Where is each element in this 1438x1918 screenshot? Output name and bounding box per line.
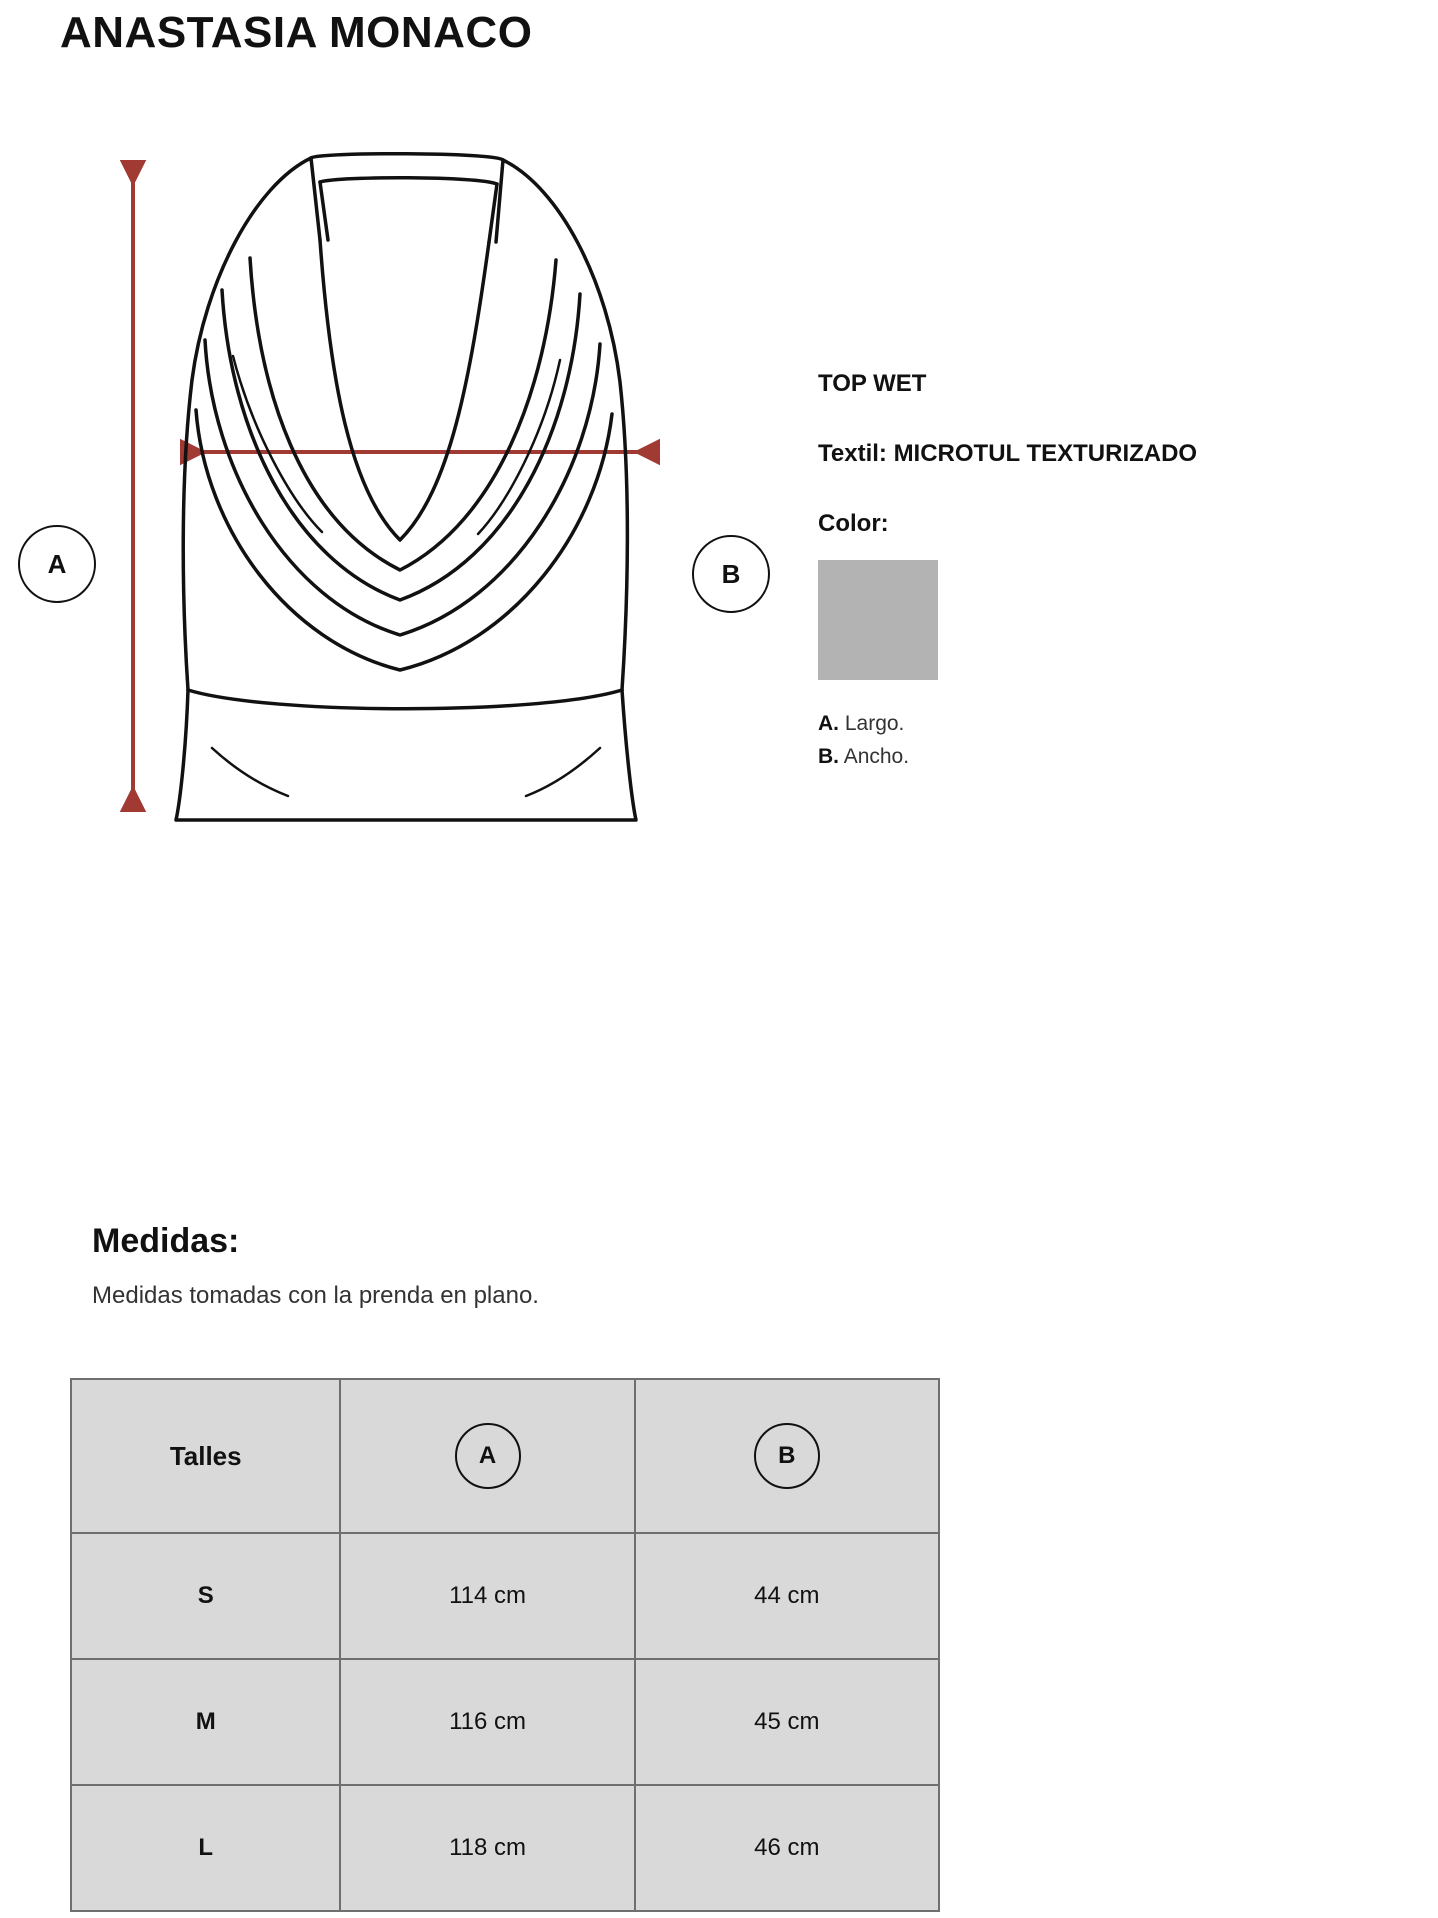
measures-title: Medidas: <box>92 1222 240 1260</box>
product-fabric: Textil: MICROTUL TEXTURIZADO <box>818 440 1198 467</box>
product-name: TOP WET <box>818 370 927 397</box>
garment-outline <box>176 154 636 820</box>
table-row <box>71 1533 939 1659</box>
legend-b-key: B. <box>818 744 839 768</box>
table-row <box>71 1659 939 1785</box>
legend-b-text: Ancho. <box>843 744 910 768</box>
badge-a-header: A <box>455 1423 521 1489</box>
legend-a-key: A. <box>818 712 839 735</box>
badge-b: B <box>692 535 770 613</box>
legend-row-a <box>818 708 1398 741</box>
measure-legend <box>818 708 1398 773</box>
page-title: ANASTASIA MONACO <box>60 8 533 57</box>
product-color-label: Color: <box>818 510 889 537</box>
measure-arrow-b <box>182 442 658 462</box>
cell-size-m: M <box>71 1659 340 1785</box>
column-header-a <box>340 1379 634 1533</box>
garment-diagram <box>0 130 820 870</box>
cell-size-l: L <box>71 1785 340 1911</box>
cell-m-b: 45 cm <box>635 1659 939 1785</box>
measure-arrow-a <box>123 162 143 810</box>
badge-a: A <box>18 525 96 603</box>
cell-m-a: 116 cm <box>340 1659 634 1785</box>
column-header-talles: Talles <box>71 1379 340 1533</box>
cell-l-b: 46 cm <box>635 1785 939 1911</box>
product-info <box>818 370 1398 773</box>
size-table <box>70 1378 940 1912</box>
legend-a-text: Largo. <box>844 712 905 735</box>
measures-subtitle: Medidas tomadas con la prenda en plano. <box>92 1282 539 1309</box>
cell-l-a: 118 cm <box>340 1785 634 1911</box>
cell-s-a: 114 cm <box>340 1533 634 1659</box>
column-header-b <box>635 1379 939 1533</box>
color-swatch <box>818 560 938 680</box>
garment-illustration <box>0 130 820 870</box>
table-header-row <box>71 1379 939 1533</box>
badge-b-header: B <box>754 1423 820 1489</box>
table-row <box>71 1785 939 1911</box>
legend-row-b <box>818 741 1398 774</box>
cell-s-b: 44 cm <box>635 1533 939 1659</box>
cell-size-s: S <box>71 1533 340 1659</box>
